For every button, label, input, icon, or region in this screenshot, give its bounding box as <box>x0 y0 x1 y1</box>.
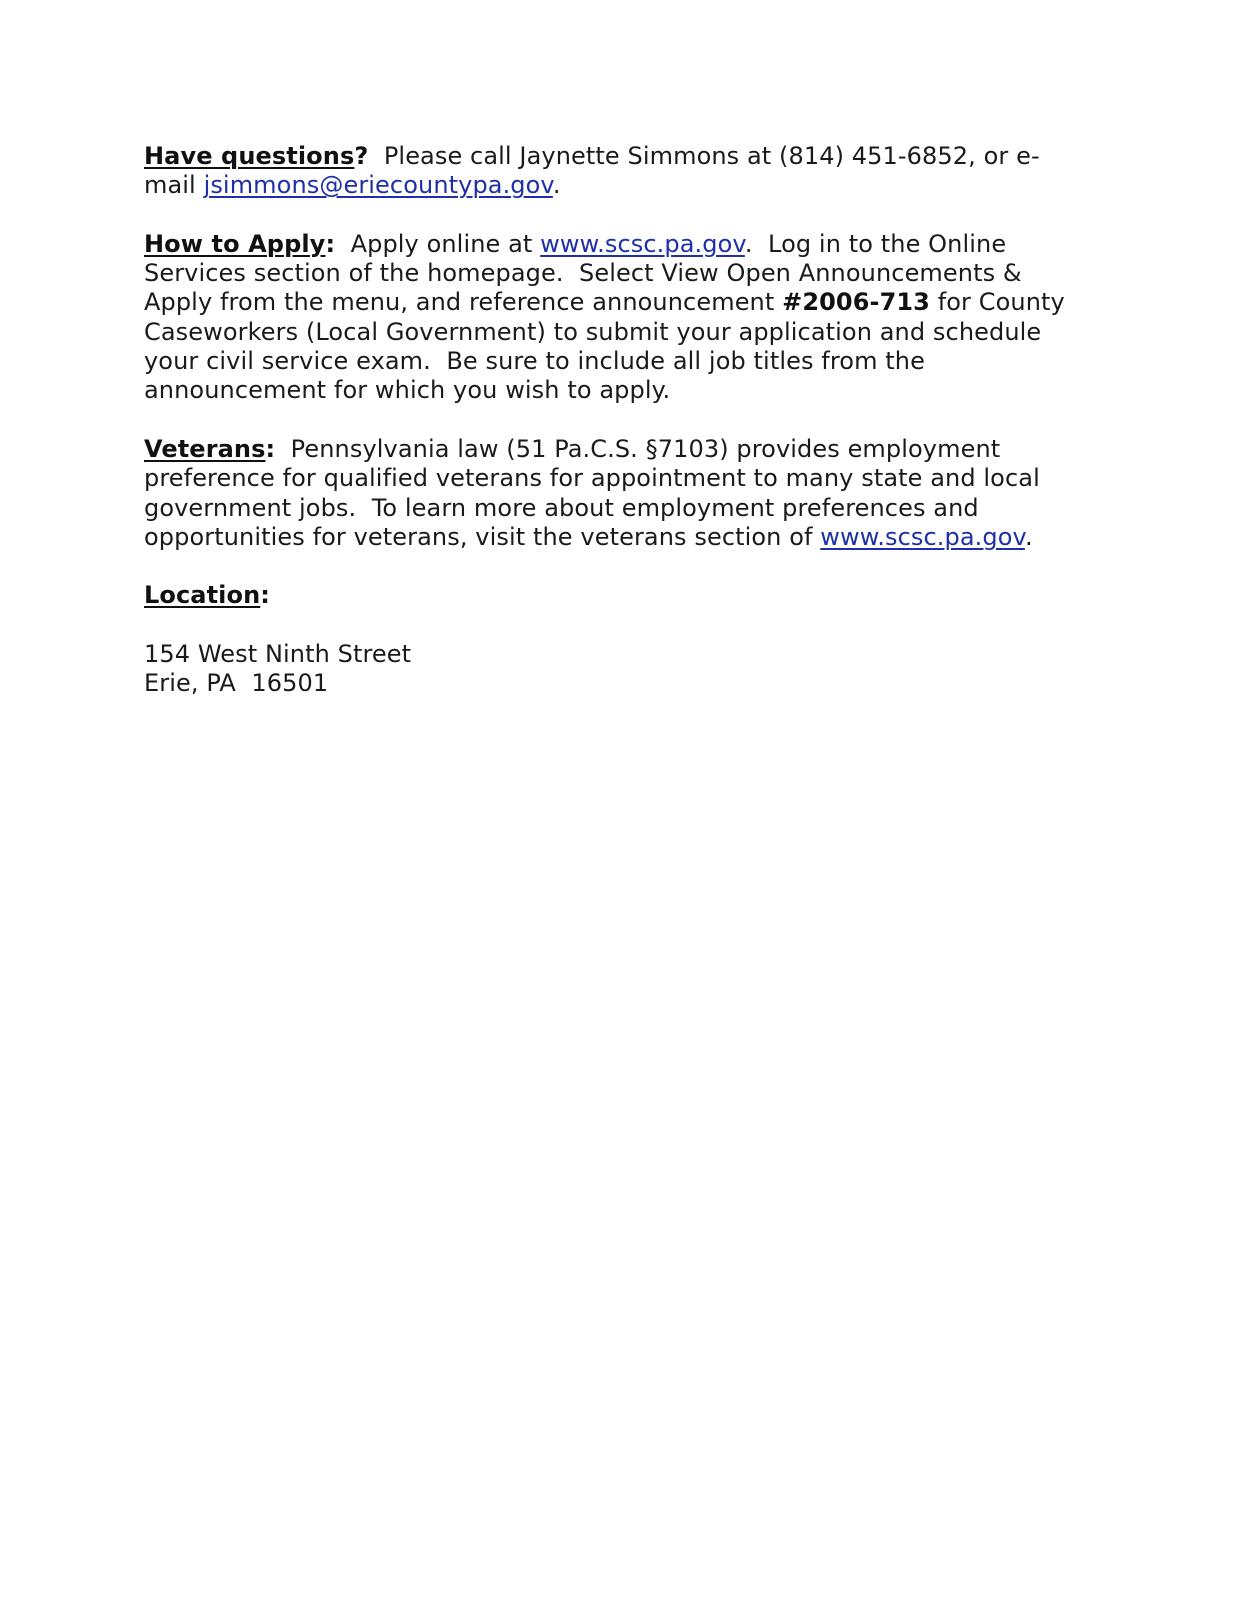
questions-line-1 <box>144 142 1084 171</box>
document-body <box>144 142 1084 699</box>
questions-mail-suffix: . <box>552 171 561 200</box>
apply-heading-punct: : <box>325 229 336 258</box>
apply-line-5: your civil service exam. Be sure to include all job titles from the <box>144 347 925 376</box>
email-link[interactable]: jsimmons@eriecountypa.gov <box>203 171 553 200</box>
questions-heading: Have questions <box>144 142 355 170</box>
apply-text-1: Apply online at <box>335 229 541 258</box>
veterans-heading-punct: : <box>265 434 276 463</box>
questions-line-2 <box>144 171 1084 200</box>
veterans-text-4-prefix: opportunities for veterans, visit the veterans section of <box>144 522 821 551</box>
location-heading-section <box>144 581 1084 610</box>
apply-line-2: Services section of the homepage. Select View Open Announcements & <box>144 259 1022 288</box>
address-line-2: Erie, PA 16501 <box>144 669 329 698</box>
veterans-line-2: preference for qualified veterans for appointment to many state and local <box>144 464 1040 493</box>
questions-section <box>144 142 1084 201</box>
apply-line-6: announcement for which you wish to apply. <box>144 376 671 405</box>
address-block <box>144 640 1084 699</box>
apply-text-3-prefix: Apply from the menu, and reference announcement <box>144 288 783 317</box>
apply-text-3-suffix: for County <box>929 288 1065 317</box>
location-line <box>144 581 1084 610</box>
apply-heading: How to Apply <box>144 229 326 258</box>
questions-mail-prefix: mail <box>144 171 204 200</box>
apply-text-1-suffix: . Log in to the Online <box>744 229 1007 258</box>
veterans-line-1 <box>144 435 1084 464</box>
questions-heading-punct: ? <box>354 142 369 170</box>
announcement-number: #2006-713 <box>782 288 930 317</box>
apply-line-1 <box>144 230 1084 259</box>
apply-line-3 <box>144 288 1084 317</box>
apply-line-4: Caseworkers (Local Government) to submit your application and schedule <box>144 317 1042 346</box>
veterans-section <box>144 435 1084 552</box>
location-heading-punct: : <box>260 581 270 610</box>
scsc-link-apply[interactable]: www.scsc.pa.gov <box>540 229 745 258</box>
questions-text: Please call Jaynette Simmons at (814) 451-6852, or e- <box>368 142 1040 170</box>
veterans-text-4-suffix: . <box>1024 522 1033 551</box>
location-heading: Location <box>144 581 261 610</box>
apply-section <box>144 230 1084 406</box>
veterans-text-1: Pennsylvania law (51 Pa.C.S. §7103) provides employment <box>275 434 1001 463</box>
veterans-heading: Veterans <box>144 434 266 463</box>
address-line-1: 154 West Ninth Street <box>144 640 412 669</box>
veterans-line-3: government jobs. To learn more about employment preferences and <box>144 493 979 522</box>
veterans-line-4 <box>144 523 1084 552</box>
scsc-link-veterans[interactable]: www.scsc.pa.gov <box>820 522 1025 551</box>
